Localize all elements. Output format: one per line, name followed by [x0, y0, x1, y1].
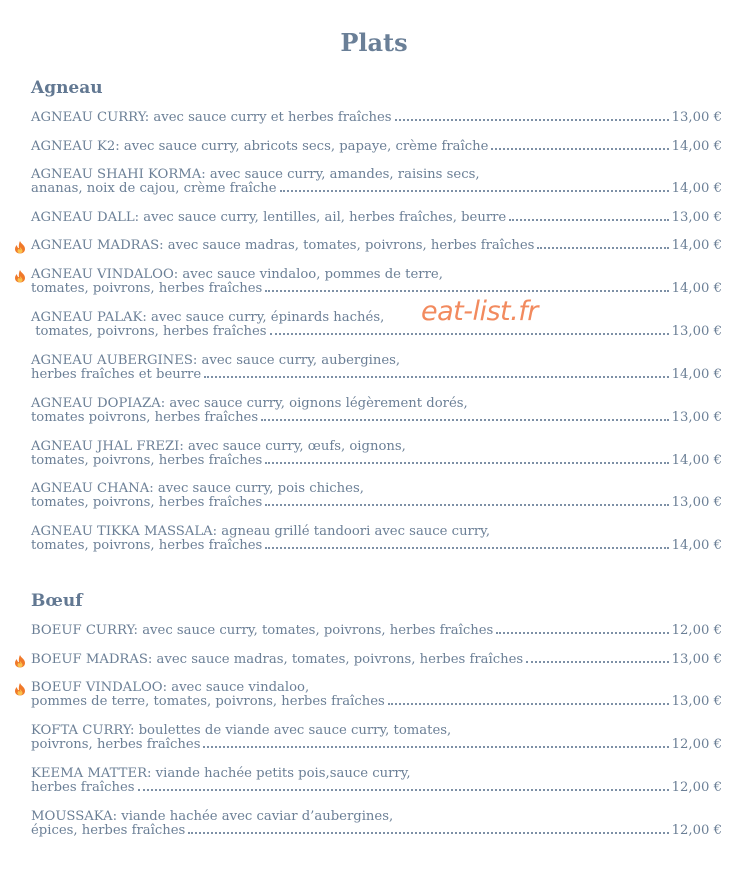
spicy-flame-icon [13, 240, 27, 254]
item-description-line1: KEEMA MATTER: viande hachée petits pois,sauce curry, [31, 766, 411, 781]
page-title: Plats [340, 28, 408, 57]
item-price-row [31, 454, 722, 468]
dot-leader [261, 419, 669, 421]
item-description-line1: AGNEAU SHAHI KORMA: avec sauce curry, amandes, raisins secs, [31, 167, 480, 182]
dot-leader [491, 148, 668, 150]
menu-item [31, 111, 722, 125]
item-price-row [31, 781, 722, 795]
item-price-row [31, 695, 722, 709]
item-description: herbes fraîches [31, 780, 135, 795]
item-price-row [31, 738, 722, 752]
item-price-row [31, 282, 722, 296]
dot-leader [280, 190, 669, 192]
item-price-row [31, 325, 722, 339]
item-description: tomates poivrons, herbes fraîches [31, 410, 259, 425]
item-description-line1: AGNEAU DOPIAZA: avec sauce curry, oignons légèrement dorés, [31, 396, 468, 411]
menu-item [31, 624, 722, 638]
item-description-line1: AGNEAU JHAL FREZI: avec sauce curry, œufs, oignons, [31, 439, 406, 454]
menu-item [31, 311, 722, 339]
item-price: 13,00 € [671, 495, 722, 510]
item-price-row [31, 140, 722, 154]
item-description: AGNEAU K2: avec sauce curry, abricots secs, papaye, crème fraîche [31, 139, 489, 154]
item-description: AGNEAU CURRY: avec sauce curry et herbes fraîches [31, 110, 392, 125]
item-price: 14,00 € [671, 453, 722, 468]
spicy-flame-icon [13, 682, 27, 696]
item-description-line1: AGNEAU CHANA: avec sauce curry, pois chiches, [31, 481, 364, 496]
menu-item [31, 810, 722, 838]
menu-item [31, 239, 722, 253]
item-price-row [31, 368, 722, 382]
dot-leader [265, 462, 668, 464]
menu-item [31, 653, 722, 667]
item-price-row [31, 239, 722, 253]
item-description: tomates, poivrons, herbes fraîches [31, 538, 263, 553]
item-price-row [31, 182, 722, 196]
item-price: 13,00 € [671, 410, 722, 425]
item-price: 13,00 € [671, 694, 722, 709]
item-description: herbes fraîches et beurre [31, 367, 202, 382]
item-price: 14,00 € [671, 281, 722, 296]
menu-item [31, 525, 722, 553]
item-description: épices, herbes fraîches [31, 823, 186, 838]
dot-leader [496, 632, 668, 634]
spicy-flame-icon [13, 654, 27, 668]
section-title-agneau: Agneau [31, 78, 103, 98]
item-price-row [31, 539, 722, 553]
item-description: AGNEAU MADRAS: avec sauce madras, tomates, poivrons, herbes fraîches [31, 238, 535, 253]
item-price: 14,00 € [671, 139, 722, 154]
item-price: 12,00 € [671, 737, 722, 752]
item-description-line1: AGNEAU VINDALOO: avec sauce vindaloo, pommes de terre, [31, 267, 443, 282]
item-price: 12,00 € [671, 623, 722, 638]
item-price-row [31, 496, 722, 510]
item-description-line1: KOFTA CURRY: boulettes de viande avec sauce curry, tomates, [31, 723, 452, 738]
item-price-row [31, 411, 722, 425]
item-description-line1: AGNEAU PALAK: avec sauce curry, épinards hachés, [31, 310, 385, 325]
menu-item [31, 440, 722, 468]
menu-item [31, 140, 722, 154]
item-description: poivrons, herbes fraîches [31, 737, 201, 752]
item-description: pommes de terre, tomates, poivrons, herbes fraîches [31, 694, 385, 709]
menu-item [31, 767, 722, 795]
dot-leader [537, 247, 668, 249]
item-description: tomates, poivrons, herbes fraîches [31, 324, 267, 339]
item-price-row [31, 653, 722, 667]
dot-leader [270, 333, 669, 335]
item-price: 14,00 € [671, 238, 722, 253]
menu-item [31, 681, 722, 709]
item-description: tomates, poivrons, herbes fraîches [31, 281, 263, 296]
item-price: 12,00 € [671, 780, 722, 795]
menu-item [31, 168, 722, 196]
item-price: 13,00 € [671, 210, 722, 225]
item-description-line1: AGNEAU AUBERGINES: avec sauce curry, aubergines, [31, 353, 401, 368]
menu-item [31, 354, 722, 382]
menu-item [31, 211, 722, 225]
item-description: tomates, poivrons, herbes fraîches [31, 495, 263, 510]
item-price: 12,00 € [671, 823, 722, 838]
dot-leader [265, 547, 668, 549]
item-description-line1: AGNEAU TIKKA MASSALA: agneau grillé tandoori avec sauce curry, [31, 524, 491, 539]
item-price: 13,00 € [671, 324, 722, 339]
item-price: 13,00 € [671, 110, 722, 125]
dot-leader [203, 746, 668, 748]
item-price: 14,00 € [671, 367, 722, 382]
item-price-row [31, 824, 722, 838]
item-description: AGNEAU DALL: avec sauce curry, lentilles, ail, herbes fraîches, beurre [31, 210, 507, 225]
item-price: 13,00 € [671, 652, 722, 667]
menu-item [31, 724, 722, 752]
item-price: 14,00 € [671, 538, 722, 553]
item-description: tomates, poivrons, herbes fraîches [31, 453, 263, 468]
item-description-line1: MOUSSAKA: viande hachée avec caviar d’aubergines, [31, 809, 394, 824]
spicy-flame-icon [13, 269, 27, 283]
dot-leader [395, 119, 669, 121]
section-title-boeuf: Bœuf [31, 591, 83, 611]
menu-item [31, 268, 722, 296]
dot-leader [138, 789, 669, 791]
watermark: eat-list.fr [421, 296, 538, 327]
dot-leader [526, 661, 668, 663]
menu-item [31, 397, 722, 425]
dot-leader [188, 832, 668, 834]
dot-leader [388, 703, 669, 705]
dot-leader [265, 504, 668, 506]
dot-leader [204, 376, 668, 378]
item-price-row [31, 624, 722, 638]
item-price: 14,00 € [671, 181, 722, 196]
item-description: ananas, noix de cajou, crème fraîche [31, 181, 277, 196]
item-price-row [31, 211, 722, 225]
dot-leader [265, 290, 668, 292]
menu-item [31, 482, 722, 510]
item-description: BOEUF MADRAS: avec sauce madras, tomates, poivrons, herbes fraîches [31, 652, 524, 667]
item-price-row [31, 111, 722, 125]
item-description-line1: BOEUF VINDALOO: avec sauce vindaloo, [31, 680, 310, 695]
dot-leader [509, 219, 668, 221]
item-description: BOEUF CURRY: avec sauce curry, tomates, poivrons, herbes fraîches [31, 623, 494, 638]
